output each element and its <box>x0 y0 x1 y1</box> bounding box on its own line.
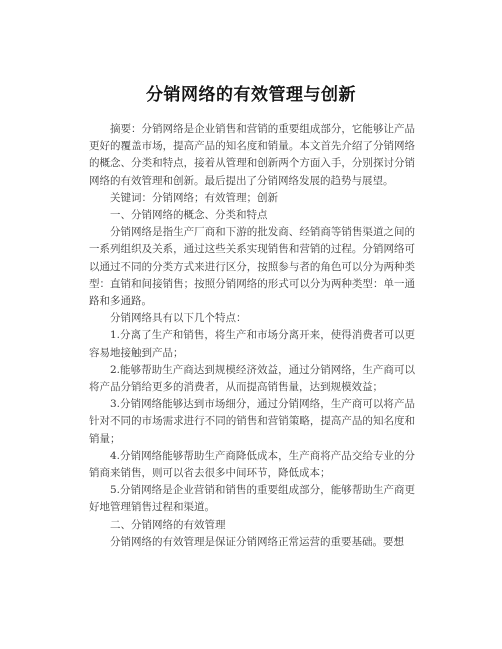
list-item: 3.分销网络能够达到市场细分，通过分销网络，生产商可以将产品针对不同的市场需求进行不同的销售和营销策略，提高产品的知名度和销量； <box>89 398 415 445</box>
body-paragraph: 分销网络具有以下几个特点： <box>110 312 247 325</box>
keywords-paragraph: 关键词：分销网络；有效管理；创新 <box>110 191 278 204</box>
document-title: 分销网络的有效管理与创新 <box>146 85 356 105</box>
section-heading-2: 二、分销网络的有效管理 <box>110 518 226 531</box>
list-item: 2.能够帮助生产商达到规模经济效益，通过分销网络，生产商可以将产品分销给更多的消费者，从而提高销售量，达到规模效益； <box>89 363 415 394</box>
document-body <box>89 121 415 551</box>
body-paragraph: 分销网络是指生产厂商和下游的批发商、经销商等销售渠道之间的一系列组织及关系，通过这些关系实现销售和营销的过程。分销网络可以通过不同的分类方式来进行区分，按照参与者的角色可以分为两种类型：直销和间接销售；按照分销网络的形式可以分为两种类型：单一通路和多通路。 <box>89 226 415 308</box>
list-item: 5.分销网络是企业营销和销售的重要组成部分，能够帮助生产商更好地管理销售过程和渠道。 <box>89 484 415 514</box>
section-heading-1: 一、分销网络的概念、分类和特点 <box>110 209 268 222</box>
list-item: 4.分销网络能够帮助生产商降低成本，生产商将产品交给专业的分销商来销售，则可以省去很多中间环节，降低成本； <box>89 449 415 480</box>
list-item: 1.分离了生产和销售，将生产和市场分离开来，使得消费者可以更容易地接触到产品； <box>89 329 415 359</box>
body-paragraph: 分销网络的有效管理是保证分销网络正常运营的重要基础。要想 <box>110 535 404 548</box>
abstract-paragraph: 摘要：分销网络是企业销售和营销的重要组成部分，它能够让产品更好的覆盖市场，提高产品的知名度和销量。本文首先介绍了分销网络的概念、分类和特点，接着从管理和创新两个方面入手，分别探讨分销网络的有效管理和创新。最后提出了分销网络发展的趋势与展望。 <box>89 123 415 187</box>
